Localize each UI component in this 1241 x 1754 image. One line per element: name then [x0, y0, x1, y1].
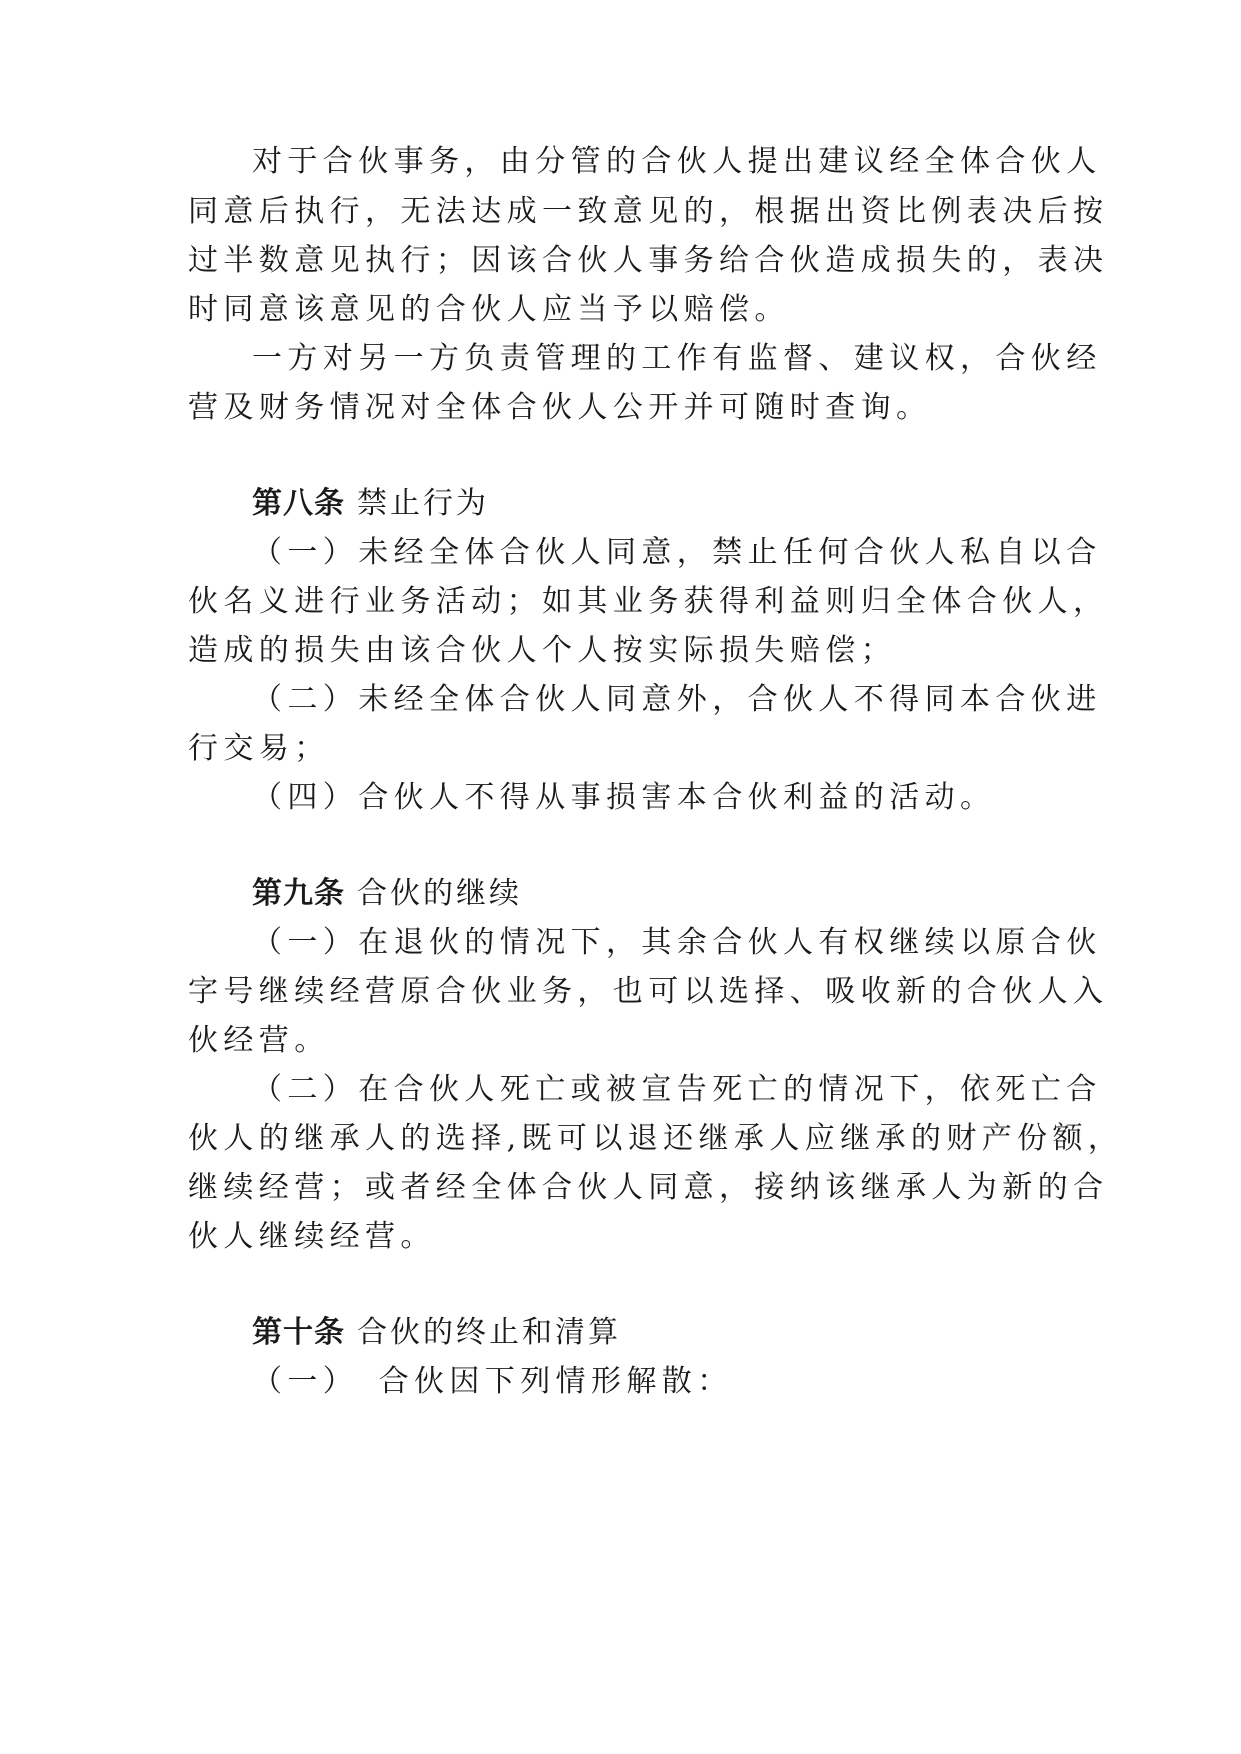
article-title: 禁止行为: [357, 486, 489, 521]
paragraph-line: 同意后执行，无法达成一致意见的，根据出资比例表决后按: [188, 194, 1109, 229]
clause-line: 伙人的继承人的选择,既可以退还继承人应继承的财产份额，: [188, 1121, 1124, 1156]
clause-line: 伙人继续经营。: [188, 1219, 436, 1254]
article-heading-10: [252, 1313, 621, 1353]
clause-line: 字号继续经营原合伙业务，也可以选择、吸收新的合伙人入: [188, 974, 1109, 1009]
article-number: 第八条: [252, 486, 345, 521]
paragraph-line: 一方对另一方负责管理的工作有监督、建议权，合伙经: [252, 341, 1102, 376]
paragraph-line: 对于合伙事务，由分管的合伙人提出建议经全体合伙人: [252, 144, 1102, 179]
clause-line: 继续经营；或者经全体合伙人同意，接纳该继承人为新的合: [188, 1170, 1109, 1205]
paragraph-line: 时同意该意见的合伙人应当予以赔偿。: [188, 292, 790, 327]
clause-line: 造成的损失由该合伙人个人按实际损失赔偿；: [188, 633, 896, 668]
article-title: 合伙的继续: [357, 876, 522, 911]
clause-line: 伙经营。: [188, 1023, 330, 1058]
article-number: 第十条: [252, 1315, 345, 1350]
paragraph-line: 营及财务情况对全体合伙人公开并可随时查询。: [188, 390, 932, 425]
clause-line: 伙名义进行业务活动；如其业务获得利益则归全体合伙人，: [188, 584, 1109, 619]
article-title: 合伙的终止和清算: [357, 1315, 621, 1350]
clause-line: 行交易；: [188, 731, 330, 766]
article-number: 第九条: [252, 876, 345, 911]
clause-line: （二）未经全体合伙人同意外，合伙人不得同本合伙进: [252, 682, 1102, 717]
clause-line: （一）未经全体合伙人同意，禁止任何合伙人私自以合: [252, 535, 1102, 570]
paragraph-line: 过半数意见执行；因该合伙人事务给合伙造成损失的，表决: [188, 243, 1109, 278]
article-heading-8: [252, 484, 489, 524]
clause-line: （四）合伙人不得从事损害本合伙利益的活动。: [252, 780, 996, 815]
clause-line: （二）在合伙人死亡或被宣告死亡的情况下，依死亡合: [252, 1072, 1102, 1107]
clause-line: （一） 合伙因下列情形解散：: [252, 1364, 733, 1399]
clause-line: （一）在退伙的情况下，其余合伙人有权继续以原合伙: [252, 925, 1102, 960]
article-heading-9: [252, 874, 522, 914]
